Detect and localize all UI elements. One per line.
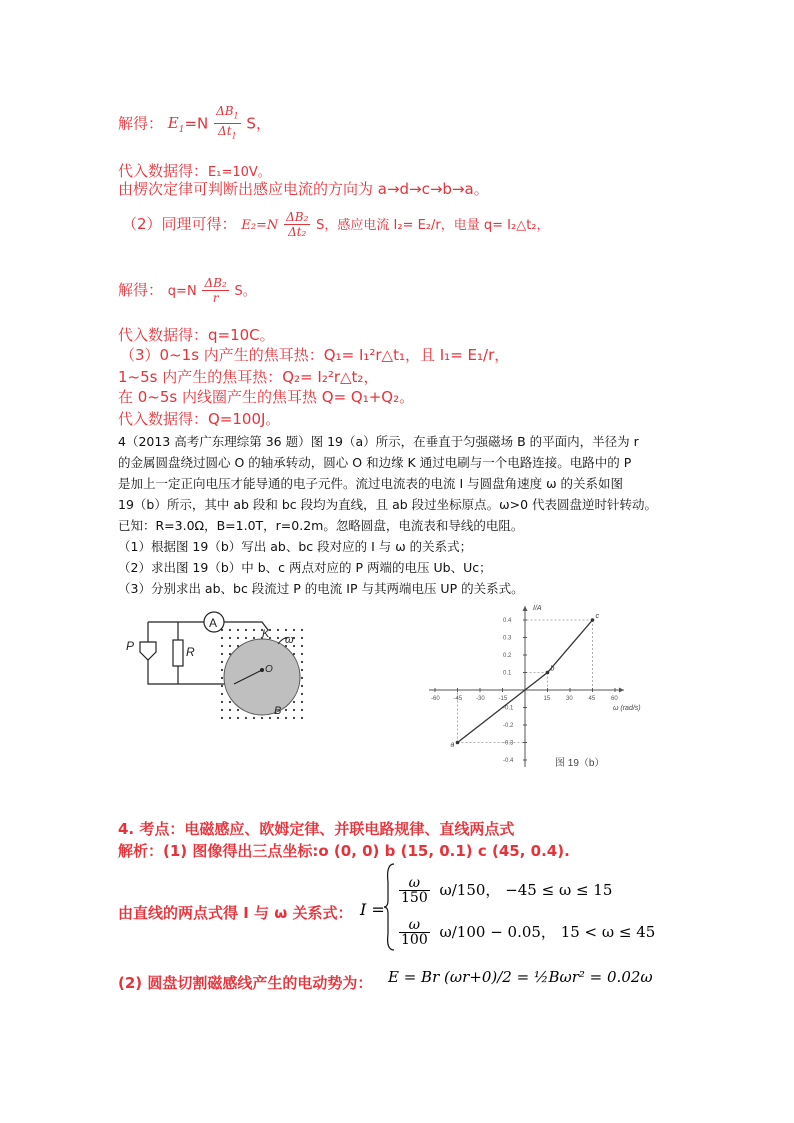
fraction-db2-r: $\frac{\text{ΔB₂}}{r}$ [204,276,227,305]
question-2: （2）求出图 19（b）中 b、c 两点对应的 P 两端的电压 Ub、Uc； [118,560,492,575]
sol-line-8: 1~5s 内产生的焦耳热：Q₂= I₂²r△t₂， [118,368,379,386]
field-dot [221,693,223,695]
field-dot [253,637,255,639]
x-tick-label: -60 [431,696,440,702]
field-dot [237,709,239,711]
label-omega: ω [285,634,294,646]
y-tick-label: -0.4 [503,758,514,764]
y-tick-label: 0.2 [503,653,512,659]
field-dot [229,709,231,711]
field-dot [285,629,287,631]
field-dot [301,661,303,663]
x-tick-label: 30 [566,696,573,702]
field-dot [277,629,279,631]
y-tick-label: -0.3 [503,740,514,747]
field-dot [221,645,223,647]
field-dot [293,701,295,703]
answer-line-2: 解析：(1) 图像得出三点坐标:o (0, 0) b (15, 0.1) c (45, 0.4). [118,842,570,860]
case1-text: ω/150， −45 ≤ ω ≤ 15 [439,880,613,899]
field-dot [221,669,223,671]
field-dot [301,709,303,711]
field-dot [245,717,247,719]
field-dot [229,629,231,631]
field-dot [261,717,263,719]
answer-heading: 4. 考点：电磁感应、欧姆定律、并联电路规律、直线两点式 [118,820,515,838]
x-tick-label: -45 [453,696,463,702]
case2-text: ω/100 − 0.05， 15 < ω ≤ 45 [439,922,656,941]
point-label-a: a [450,741,455,749]
field-dot [221,637,223,639]
label-p: P [126,639,135,653]
sol-line-4: （2）同理可得： E₂=N $\frac{\text{ΔB₂}}{\text{Δt₂}}$ S，感应电流 I₂= E₂/r，电量 q= I₂△t₂， [122,210,550,239]
eq-n: =N [184,114,209,133]
label-a: A [209,616,218,630]
field-dot [221,653,223,655]
y-tick-label: 0.3 [503,635,512,642]
answer-line-3: 由直线的两点式得 I 与 ω 关系式： [118,904,353,922]
i-omega-chart [425,600,641,780]
field-dot [221,685,223,687]
field-dot [245,629,247,631]
y-axis-label: I/A [533,605,542,612]
sol-line-9: 在 0~5s 内线圈产生的焦耳热 Q= Q₁+Q₂。 [118,388,415,406]
label-k: K [262,628,270,640]
field-dot [229,637,231,639]
field-dot [293,709,295,711]
fraction-db2-dt2: $\frac{\text{ΔB₂}}{\text{Δt₂}}$ [286,210,309,239]
field-dot [221,717,223,719]
field-dot [301,645,303,647]
x-arrow [619,688,624,693]
x-tick-label: 60 [611,696,618,702]
label-r: R [186,645,195,659]
piecewise-case-1: $\frac{\omega}{150}$ ω/150， −45 ≤ ω ≤ 15 [401,875,613,906]
sol-line-5: 解得： q=N $\frac{\text{ΔB₂}}{r}$ S。 [118,276,256,305]
sol-tail: S， [246,114,271,133]
field-dot [253,717,255,719]
chart-caption: 图 19（b） [555,758,605,769]
question-1: （1）根据图 19（b）写出 ab、bc 段对应的 I 与 ω 的关系式； [118,539,473,554]
field-dot [293,717,295,719]
field-dot [285,709,287,711]
field-dot [301,653,303,655]
emf-text: E = Br (ωr+0)/2 = ½Bωr² = 0.02ω [388,968,653,986]
sol-label: 解得： [118,114,164,133]
field-dot [301,637,303,639]
field-dot [253,629,255,631]
field-dot [301,717,303,719]
x-tick-label: 15 [543,696,551,702]
sol-line-2: 代入数据得：E₁=10V。 [118,162,271,180]
emf-equation [388,968,653,986]
p-element [140,642,156,660]
field-dot [245,637,247,639]
sol-line-3: 由楞次定律可判断出感应电流的方向为 a→d→c→b→a。 [118,180,489,198]
field-dot [229,645,231,647]
field-dot [237,629,239,631]
problem-line-5: 已知：R=3.0Ω，B=1.0T，r=0.2m。忽略圆盘，电流表和导线的电阻。 [118,518,524,533]
x-tick-label: -15 [498,696,508,702]
point-a [456,741,460,745]
field-dot [285,717,287,719]
field-dot [237,717,239,719]
point-label-b: b [550,665,555,673]
field-dot [221,677,223,679]
point-label-c: c [595,613,599,620]
field-dot [301,701,303,703]
e1-symbol: $E_1$ [167,114,185,136]
piecewise-case-2: $\frac{\omega}{100}$ ω/100 − 0.05， 15 < ω ≤ 45 [401,917,656,948]
resistor [173,640,183,666]
problem-line-1: 4（2013 高考广东理综第 36 题）图 19（a）所示，在垂直于匀强磁场 B 的平面内，半径为 r [118,434,639,449]
field-dot [301,677,303,679]
field-dot [229,701,231,703]
field-dot [221,701,223,703]
problem-line-3: 是加上一定正向电压才能导通的电子元件。流过电流表的电流 I 与圆盘角速度 ω 的关系如图 [118,476,624,491]
field-dot [293,629,295,631]
question-3: （3）分别求出 ab、bc 段流过 P 的电流 IP 与其两端电压 UP 的关系式。 [118,581,524,596]
metal-disk [224,639,300,715]
field-dot [277,717,279,719]
field-dot [301,685,303,687]
field-dot [229,717,231,719]
field-dot [301,629,303,631]
y-tick-label: 0.1 [503,670,512,677]
field-dot [221,661,223,663]
field-dot [301,693,303,695]
y-tick-label: -0.2 [503,723,514,729]
label-o: O [265,664,273,675]
problem-line-2: 的金属圆盘绕过圆心 O 的轴承转动，圆心 O 和边缘 K 通过电刷与一个电路连接。电路中的 P [118,455,632,470]
sol-line-7: （3）0~1s 内产生的焦耳热：Q₁= I₁²r△t₁，且 I₁= E₁/r， [120,346,510,364]
point-c [591,618,595,622]
field-dot [221,709,223,711]
problem-line-4: 19（b）所示，其中 ab 段和 bc 段均为直线，且 ab 段过坐标原点。ω>0 代表圆盘逆时针转动。 [118,497,658,512]
label-b: B [274,705,282,717]
x-tick-label: -30 [476,696,485,702]
sol-line-10: 代入数据得：Q=100J。 [118,410,281,428]
field-dot [301,669,303,671]
answer-line-4: (2) 圆盘切割磁感线产生的电动势为： [118,974,373,992]
field-dot [237,637,239,639]
circuit-diagram [122,600,312,725]
y-arrow [523,606,528,611]
sol-line-6: 代入数据得：q=10C。 [118,326,275,344]
piecewise-brace [384,862,396,952]
point-b [546,671,550,675]
x-axis-label: ω (rad/s) [613,705,641,712]
y-tick-label: 0.4 [503,618,512,624]
sol-line-1 [118,104,271,144]
x-tick-label: 45 [588,696,596,702]
y-tick-label: -0.1 [503,705,514,712]
field-dot [269,717,271,719]
field-dot [277,637,279,639]
fraction-db1-dt1: $\frac{\Delta B_1}{\Delta t_1}$ [216,104,239,141]
